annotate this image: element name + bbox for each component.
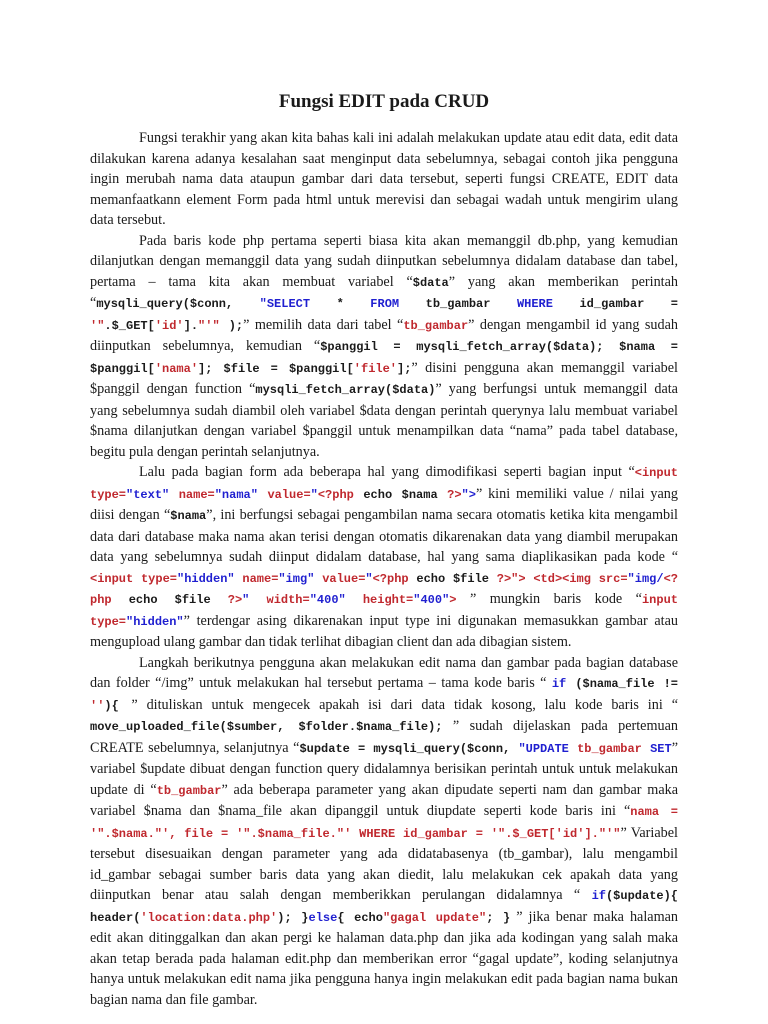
text-run: 'file' [353,361,398,376]
text-run: type= [90,487,127,502]
text-run: " [242,593,267,607]
text-run: name= [242,571,279,586]
text-run: * [336,297,371,311]
text-run: "hidden" [126,614,184,629]
text-run: if [551,677,576,691]
text-run: echo $file [416,571,497,586]
text-run: "400" [309,593,363,607]
text-run: SET [650,741,672,756]
code-move-uploaded-file: move_uploaded_file($sumber, $folder.$nama_file); [90,720,443,734]
text-run: ]. [183,318,199,333]
text-run: "UPDATE [518,741,578,756]
text-run: Pada baris kode php pertama seperti biasa kita akan memanggil db.php, yang kemudian dilanjutkan dengan memanggil data yang sudah diinputkan sebelumnya didalam database dan tabel, pertama – tama kita akan membuat variabel “ [90,232,678,290]
text-run: ); [219,318,244,333]
text-run: <?php [90,571,678,607]
text-run: $panggil = mysqli_fetch_array($data); $nama = $panggil[ [90,340,678,376]
paragraph-form-inputs [90,462,678,653]
text-run: 'nama' [154,361,199,376]
code-variable-data: $data [412,275,449,290]
text-run: type= [140,571,177,586]
text-run: "> [461,487,476,502]
text-run: ” ada beberapa parameter yang akan dipudate seperti nam dan gambar maka variabel $nama dan $nama_file akan dipanggil untuk diupdate seperti kode baris ini “ [90,781,679,819]
text-run: '".$_GET[ [490,826,556,841]
text-run: mysqli_query($conn, [96,297,260,311]
text-run: value= [322,571,366,586]
text-run: { echo [337,910,383,925]
text-run: '' [90,698,105,713]
text-run: "'" [198,318,220,333]
text-run: ?> [227,593,243,607]
text-run: ?> [496,571,512,586]
text-run: ” terdengar asing dikarenakan input type ini digunakan memasukkan gambar atau mengupload ulang gambar dan tidak terlihat dibagian client dan ada dibagian sistem. [90,612,678,650]
text-run: ($update){ header( [90,889,678,925]
text-run: ){ [104,698,132,713]
text-run: '".$nama."', [90,826,185,841]
text-run: > [449,593,457,607]
text-run: <?php [317,487,364,502]
text-run: 'id' [555,826,585,841]
text-run: input [641,593,678,607]
text-run: ]."'" [584,826,621,841]
text-run: "img" [278,571,323,586]
text-run: width= [266,593,310,607]
text-run: "400" [413,593,450,607]
text-run: ” memilih data dari tabel “ [243,316,404,333]
text-run: if [591,889,606,903]
text-run: " [365,571,373,586]
paragraph-intro: Fungsi terakhir yang akan kita bahas kali ini adalah melakukan update atau edit data, edit data dilakukan karena adanya kesalahan saat menginput data sebelumnya, sebagai contoh jika pengguna ingin merubah nama data ataupun gambar dari data tersebut, seperti fungsi CREATE, EDIT data memanfaatkann element Form pada html untuk merevisi dan sebagai wadah untuk mengirim ulang data tersebut. [90,130,678,228]
text-run: else [308,910,338,925]
code-table-name-update: tb_gambar [156,783,222,798]
text-run: "gagal update" [382,910,487,925]
document-title: Fungsi EDIT pada CRUD [278,91,490,112]
text-run: ” jika benar maka halaman edit akan ditinggalkan dan akan pergi ke halaman data.php dan jika ada kodingan yang salah maka akan tetap berada pada halaman edit.php dan memberikan error “gagal update”, koding selanjutnya hanya untuk melakukan edit nama jika pengguna hanya ingin melakukan edit pada bagian nama bukan bagian nama dan file gambar. [90,908,678,1008]
paragraph-update-logic [90,653,678,1011]
text-run: Lalu pada bagian form ada beberapa hal yang dimodifikasi seperti bagian input “ [139,464,635,480]
text-run: ” kini memiliki value / nilai yang diisi dengan “ [90,485,678,523]
text-run: WHERE [516,297,580,311]
text-run: value= [267,487,311,502]
code-update-query [299,742,671,756]
text-run: WHERE [359,826,404,841]
text-run: 'id' [154,318,184,333]
text-run: '" [90,318,105,333]
text-run: ” yang akan memberikan perintah “ [90,273,678,311]
text-run: <?php [372,571,417,586]
text-run: "img/ [627,571,664,586]
code-variable-nama: $nama [170,509,207,523]
text-run: ?> [447,487,462,502]
text-run: ” sudah dijelaskan pada pertemuan CREATE sebelumnya, selanjutnya “ [90,718,678,756]
text-run: " [310,487,318,502]
text-run: height= [362,593,414,607]
text-run: id_gambar = [579,297,679,311]
text-run: <input [634,466,678,480]
text-run: "> <td><img [511,571,599,586]
text-run: echo $nama [363,487,448,502]
text-run: ”, ini berfungsi sebagai pengambilan nama secara otomatis ketika kita mengambil data dari database maka nama akan terisi dengan otomatis dikarenakan data yang diambil merupakan data yang sebelumnya sudah diinput didalam database, hal yang sama diaplikasikan pada kode “ [90,507,678,565]
text-run: '".$nama_file."' [236,826,360,841]
paragraph-query-explanation [90,231,678,463]
text-run: ($nama_file != [575,677,679,691]
text-run: ” dituliskan untuk mengecek apakah isi dari data tidak kosong, lalu kode baris ini “ [131,696,678,713]
code-table-name: tb_gambar [403,318,469,333]
text-run: tb_gambar [425,297,517,311]
text-run: ” disini pengguna akan memanggil variabel $panggil dengan function “ [90,359,678,397]
text-run: ]; $file = $panggil[ [198,361,354,376]
text-run: "nama" [214,487,268,502]
text-run: nama = [630,805,678,819]
text-run: FROM [370,297,426,311]
text-run: ” yang berfungsi untuk memanggil data yang sebelumnya sudah diambil oleh variabel $data dengan perintah querynya lalu membuat variabel $nama dilanjutkan dengan variabel $panggil untuk menampilkan data “nama” pada tabel database, begitu pula dengan perintah selanjutnya. [90,381,678,460]
text-run: file = [184,826,237,841]
text-run: src= [598,571,628,586]
text-run: echo $file [128,593,228,607]
text-run: name= [178,487,215,502]
text-run: ” dengan mengambil id yang sudah diinputkan sebelumnya, kemudian “ [90,316,679,354]
text-run: "text" [126,487,179,502]
text-run: ); } [277,910,309,925]
text-run: ; } [486,910,511,925]
text-run: Langkah berikutnya pengguna akan melakukan edit nama dan gambar pada bagian database dan folder “/img” untuk melakukan hal tersebut pertama – tama kode baris “ [90,654,678,691]
text-run: $update = mysqli_query($conn, [299,741,519,756]
text-run: <input [90,571,141,586]
text-run: ” Variabel tersebut disesuaikan dengan parameter yang ada didatabasenya (tb_gambar), lalu mengambil id_gambar sebagai sumber baris data yang akan diedit, lalu melakukan cek apakah data yang diinputkan benar atau salah dengan memberikkan perulangan didalamnya “ [90,824,678,903]
text-run: ” mungkin baris kode “ [456,591,642,607]
code-fetch-function: mysqli_fetch_array($data) [255,383,436,397]
text-run: tb_gambar [577,741,651,756]
text-run: "hidden" [177,571,243,586]
text-run: 'location:data.php' [140,910,278,925]
text-run: ” variabel $update dibuat dengan function query didalamnya berisikan perintah untuk untuk melakukan update di “ [90,739,678,798]
text-run: id_gambar = [403,826,491,841]
text-run: .$_GET[ [104,318,155,333]
text-run: ]; [397,361,412,376]
text-run: type= [90,614,127,629]
text-run: "SELECT [259,297,337,311]
